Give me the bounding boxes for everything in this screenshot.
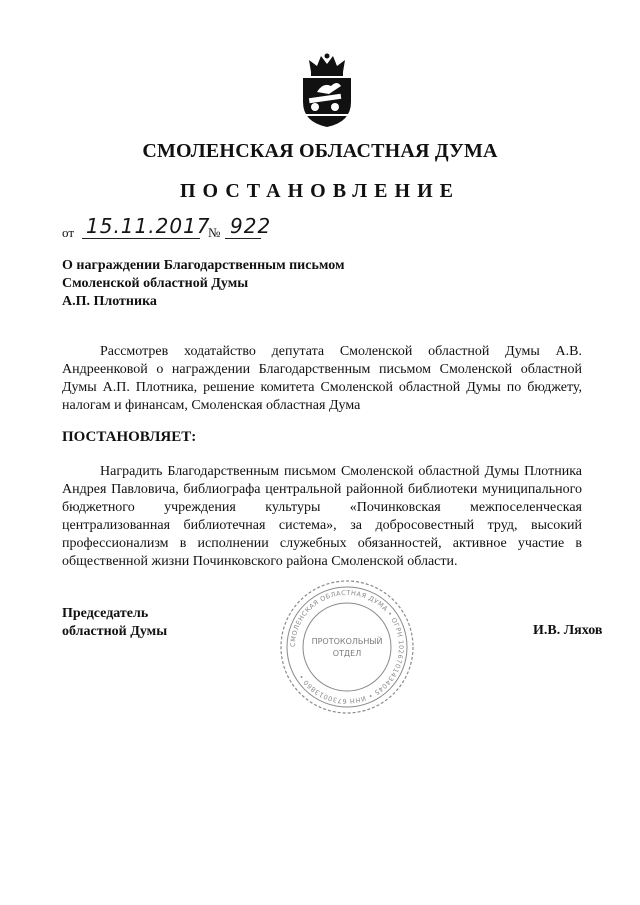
position-line: Председатель [62, 606, 149, 621]
resolves-heading: ПОСТАНОВЛЯЕТ: [62, 429, 197, 445]
date-number-line [62, 214, 312, 240]
stamp-ring-text: СМОЛЕНСКАЯ ОБЛАСТНАЯ ДУМА • ОГРН 1026701434045 • ИНН 6730013860 • [288, 588, 406, 706]
date-label: от [62, 225, 75, 240]
signatory-name: И.В. Ляхов [533, 623, 603, 638]
date-underline [82, 238, 200, 239]
stamp-inner-line: ОТДЕЛ [332, 649, 362, 658]
position-line: областной Думы [62, 624, 168, 639]
number-label: № [208, 225, 221, 240]
decision-paragraph: Наградить Благодарственным письмом Смоленской областной Думы Плотника Андрея Павловича, библиографа центральной районной библиотеки муниципального бюджетного учреждения культуры «Починковская межпоселенческая централизованная библиотечная система», за добросовестный труд, высокий профессионализм в исполнении служебных обязанностей, активное участие в общественной жизни Починковского района Смоленской области. [62, 464, 582, 569]
organization-title: СМОЛЕНСКАЯ ОБЛАСТНАЯ ДУМА [142, 140, 498, 162]
subject-line: Смоленской областной Думы [62, 276, 249, 291]
document-date: 15.11.2017 [86, 214, 211, 238]
subject-line: О награждении Благодарственным письмом [62, 258, 345, 273]
document-subject [62, 257, 344, 311]
subject-line: А.П. Плотника [62, 294, 157, 309]
stamp-inner-line: ПРОТОКОЛЬНЫЙ [311, 637, 383, 646]
seal-stamp-icon [278, 578, 416, 716]
document-type: ПОСТАНОВЛЕНИЕ [180, 180, 460, 202]
coat-of-arms-icon [297, 52, 357, 128]
number-underline [225, 238, 261, 239]
svg-text:СМОЛЕНСКАЯ ОБЛАСТНАЯ ДУМА • ОГ [289, 589, 405, 705]
signatory-position [62, 605, 167, 641]
preamble-paragraph: Рассмотрев ходатайство депутата Смоленской областной Думы А.В. Андреенковой о награждении Благодарственным письмом Смоленской областной Думы А.П. Плотника, решение комитета Смоленской областной Думы по бюджету, налогам и финансам, Смоленская областная Дума [62, 344, 582, 413]
document-number: 922 [230, 214, 272, 238]
